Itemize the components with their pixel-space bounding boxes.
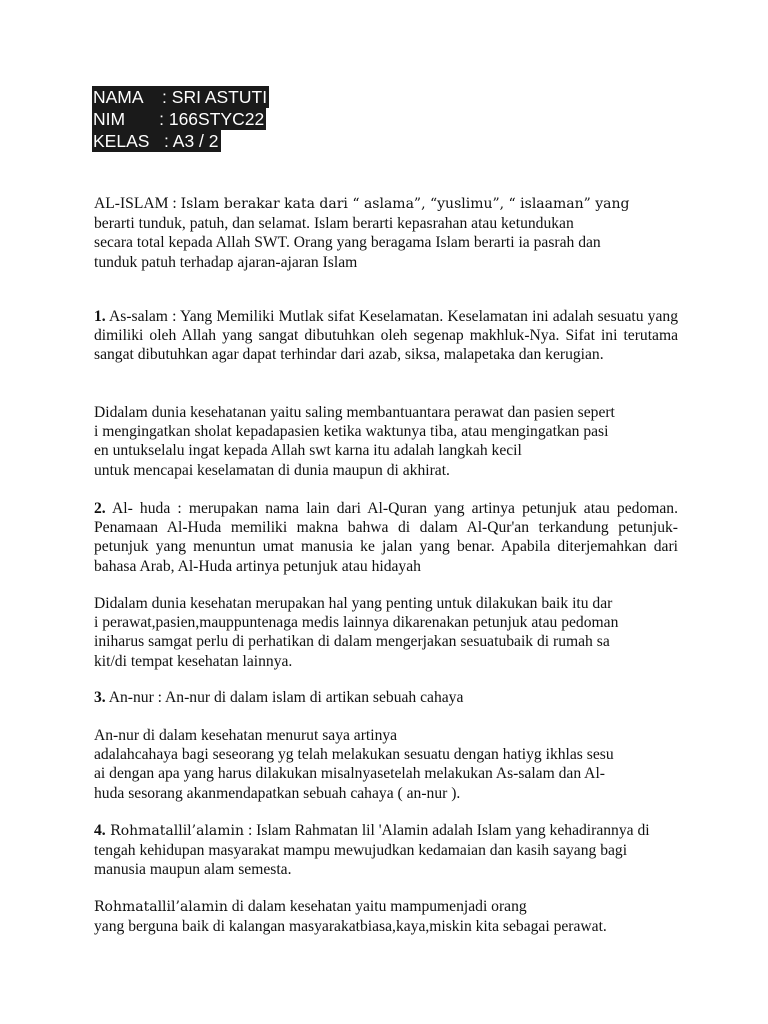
section-as-salam: [94, 307, 678, 365]
text-line: en untukselalu ingat kepada Allah swt karna itu adalah langkah kecil: [94, 442, 522, 460]
intro-paragraph: [94, 194, 678, 272]
text-line: ai dengan apa yang harus dilakukan misalnyasetelah melakukan As-salam dan Al-: [94, 765, 605, 783]
student-info-header: [92, 86, 269, 152]
an-nur-text: An-nur : An-nur di dalam islam di artikan sebuah cahaya: [105, 689, 464, 706]
text-line: An-nur di dalam kesehatan menurut saya artinya: [94, 727, 398, 744]
text-line: yang berguna baik di kalangan masyarakatbiasa,kaya,miskin kita sebagai perawat.: [94, 918, 607, 936]
al-huda-text: Al- huda : merupakan nama lain dari Al-Quran yang artinya petunjuk atau pedoman. Penamaan Al-Huda memiliki makna bahwa di dalam Al-Qur'an terkandung petunjuk-petunjuk yang menuntun umat manusia ke jalan yang benar. Apabila diterjemahkan dari bahasa Arab, Al-Huda artinya petunjuk atau hidayah: [94, 500, 678, 575]
section-rahmatan-lil-alamin: [94, 821, 678, 880]
section-number: 4.: [94, 822, 106, 839]
intro-label: AL-ISLAM :: [94, 195, 181, 212]
al-huda-health-paragraph: [94, 594, 678, 671]
rahmatan-health-paragraph: [94, 897, 678, 936]
section-number: 1.: [94, 308, 106, 325]
text-line: di dalam kesehatan yaitu mampumenjadi orang: [227, 898, 527, 915]
text-line: i perawat,pasien,mauppuntenaga medis lainnya dikarenakan petunjuk atau pedoman: [94, 614, 619, 632]
an-nur-definition: [94, 688, 678, 707]
text-line: Didalam dunia kesehatan merupakan hal yang penting untuk dilakukan baik itu dar: [94, 595, 613, 612]
section-an-nur: [94, 688, 678, 707]
section-al-huda: [94, 499, 678, 576]
as-salam-health-paragraph: [94, 403, 678, 480]
as-salam-definition: [94, 307, 678, 365]
intro-line-2: berarti tunduk, patuh, dan selamat. Islam berarti kepasrahan atau ketundukan: [94, 215, 574, 233]
al-huda-definition: [94, 499, 678, 576]
text-line: Didalam dunia kesehatanan yaitu saling membantuantara perawat dan pasien sepert: [94, 404, 615, 421]
student-class: KELAS : A3 / 2: [93, 131, 219, 151]
text-line: huda sesorang akanmendapatkan sebuah cahaya ( an-nur ).: [94, 784, 461, 802]
section-number: 2.: [94, 500, 106, 517]
rahmatan-term: Rohmatallil’alamin: [94, 899, 228, 915]
section-number: 3.: [94, 689, 106, 706]
text-line: iniharus samgat perlu di perhatikan di dalam mengerjakan sesuatubaik di rumah sa: [94, 633, 610, 651]
intro-line-3: secara total kepada Allah SWT. Orang yang beragama Islam berarti ia pasrah dan: [94, 234, 601, 252]
text-line: adalahcahaya bagi seseorang yg telah melakukan sesuatu dengan hatiyg ikhlas sesu: [94, 746, 614, 764]
an-nur-health-paragraph: [94, 726, 678, 803]
student-nim: NIM : 166STYC22: [93, 109, 265, 129]
intro-line-4: tunduk patuh terhadap ajaran-ajaran Islam: [94, 253, 358, 271]
text-line: i mengingatkan sholat kepadapasien ketika waktunya tiba, atau mengingatkan pasi: [94, 423, 609, 441]
text-line: kit/di tempat kesehatan lainnya.: [94, 652, 293, 670]
rahmatan-text: : Islam Rahmatan lil 'Alamin adalah Islam yang kehadirannya di tengah kehidupan masyarakat mampu mewujudkan kedamaian dan kasih sayang bagi manusia maupun alam semesta.: [94, 822, 650, 879]
as-salam-text: As-salam : Yang Memiliki Mutlak sifat Keselamatan. Keselamatan ini adalah sesuatu yang dimiliki oleh Allah yang sangat dibutuhkan oleh segenap makhluk-Nya. Sifat ini terutama sangat dibutuhkan agar dapat terhindar dari azab, siksa, malapetaka dan kerugian.: [94, 308, 678, 364]
rahmatan-definition: [94, 821, 678, 880]
intro-line-1: Islam berakar kata dari “ aslama”, “yuslimu”, “ islaaman” yang: [180, 196, 630, 212]
student-name: NAMA : SRI ASTUTI: [93, 87, 268, 107]
rahmatan-term: Rohmatallil’alamin: [105, 823, 245, 839]
text-line: untuk mencapai keselamatan di dunia maupun di akhirat.: [94, 461, 450, 479]
